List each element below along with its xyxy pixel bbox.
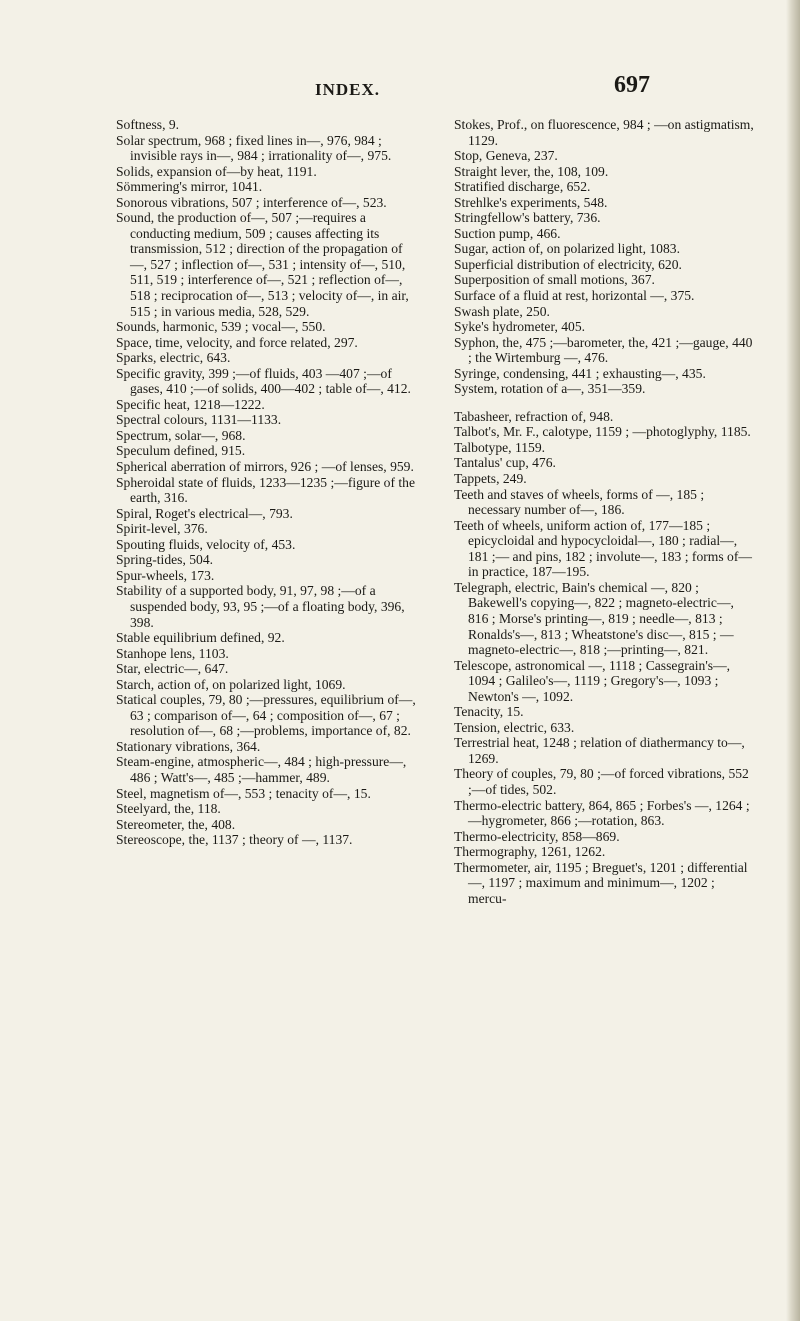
index-entry: Solar spectrum, 968 ; fixed lines in—, 976, 984 ; invisible rays in—, 984 ; irrationality of—, 975. bbox=[116, 132, 392, 164]
index-entry: Sparks, electric, 643. bbox=[116, 350, 231, 366]
index-entry: Stringfellow's battery, 736. bbox=[454, 210, 601, 226]
index-entry: Spectrum, solar—, 968. bbox=[116, 427, 246, 443]
index-entry: Steam-engine, atmospheric—, 484 ; high-pressure—, 486 ; Watt's—, 485 ;—hammer, 489. bbox=[116, 754, 407, 785]
index-entry: Thermo-electric battery, 864, 865 ; Forbes's —, 1264 ; —hygrometer, 866 ;—rotation, 863. bbox=[454, 797, 750, 829]
index-entry: Statical couples, 79, 80 ;—pressures, equilibrium of—, 63 ; comparison of—, 64 ; composition of—, 67 ; resolution of—, 68 ;—problems, importance of, 82. bbox=[116, 692, 416, 739]
index-entry: Steel, magnetism of—, 553 ; tenacity of—, 15. bbox=[116, 785, 371, 801]
index-entry: Thermography, 1261, 1262. bbox=[454, 844, 606, 860]
index-entry: Solids, expansion of—by heat, 1191. bbox=[116, 163, 317, 179]
index-entry: Telegraph, electric, Bain's chemical —, 820 ; Bakewell's copying—, 822 ; magneto-electric—, 816 ; Morse's printing—, 819 ; needle—, 813 ; Ronalds's—, 813 ; Wheatstone's disc—, 815 ; —magneto-electric—, 818 ;—printing—, 821. bbox=[454, 579, 734, 658]
section-gap bbox=[454, 397, 754, 409]
index-entry: Starch, action of, on polarized light, 1069. bbox=[116, 676, 346, 692]
index-entry: Stanhope lens, 1103. bbox=[116, 645, 229, 661]
index-entry: Space, time, velocity, and force related, 297. bbox=[116, 334, 358, 350]
index-entry: Telescope, astronomical —, 1118 ; Cassegrain's—, 1094 ; Galileo's—, 1119 ; Gregory's—, 1093 ; Newton's —, 1092. bbox=[454, 657, 731, 704]
index-entry: Superficial distribution of electricity, 620. bbox=[454, 256, 682, 272]
index-entry: Sömmering's mirror, 1041. bbox=[116, 179, 263, 195]
index-entry: Sugar, action of, on polarized light, 1083. bbox=[454, 241, 680, 257]
index-entry: Syringe, condensing, 441 ; exhausting—, 435. bbox=[454, 365, 706, 381]
index-entry: Surface of a fluid at rest, horizontal —, 375. bbox=[454, 288, 695, 304]
page-number: 697 bbox=[614, 72, 650, 98]
index-entry: Stereoscope, the, 1137 ; theory of —, 1137. bbox=[116, 832, 353, 848]
index-entry: Spherical aberration of mirrors, 926 ; —of lenses, 959. bbox=[116, 459, 414, 475]
index-entry: Stereometer, the, 408. bbox=[116, 816, 236, 832]
index-entry: Stratified discharge, 652. bbox=[454, 179, 591, 195]
index-entry: Sound, the production of—, 507 ;—requires a conducting medium, 509 ; causes affecting its transmission, 512 ; direction of the propagation of—, 527 ; inflection of—, 531 ; intensity of—, 510, 511, 519 ; interference of—, 521 ; reflection of—, 518 ; reciprocation of—, 513 ; velocity of—, in air, 515 ; in various media, 528, 529. bbox=[116, 210, 409, 319]
page-header bbox=[70, 72, 650, 112]
index-entry: Talbotype, 1159. bbox=[454, 439, 546, 455]
index-entry: Tabasheer, refraction of, 948. bbox=[454, 408, 614, 424]
index-entry: Stokes, Prof., on fluorescence, 984 ; —on astigmatism, 1129. bbox=[454, 117, 754, 148]
index-entry: Spirit-level, 376. bbox=[116, 521, 208, 537]
index-entry: Tantalus' cup, 476. bbox=[454, 455, 556, 471]
index-entry: Swash plate, 250. bbox=[454, 303, 550, 319]
index-entry: Spouting fluids, velocity of, 453. bbox=[116, 536, 296, 552]
index-entry: Tenacity, 15. bbox=[454, 704, 524, 720]
index-entry: Sounds, harmonic, 539 ; vocal—, 550. bbox=[116, 319, 326, 335]
index-entry: Suction pump, 466. bbox=[454, 225, 561, 241]
index-entry: System, rotation of a—, 351—359. bbox=[454, 381, 646, 397]
index-column-right bbox=[454, 117, 754, 906]
index-entry: Spectral colours, 1131—1133. bbox=[116, 412, 282, 428]
index-column-left bbox=[116, 117, 416, 848]
index-entry: Stop, Geneva, 237. bbox=[454, 148, 558, 164]
running-head: INDEX. bbox=[315, 80, 381, 99]
index-entry: Speculum defined, 915. bbox=[116, 443, 246, 459]
index-entry: Thermometer, air, 1195 ; Breguet's, 1201 ; differential—, 1197 ; maximum and minimum—, 1202 ; mercu- bbox=[454, 859, 748, 906]
page-edge-shadow bbox=[786, 0, 800, 1321]
index-entry: Stable equilibrium defined, 92. bbox=[116, 630, 285, 646]
index-entry: Specific heat, 1218—1222. bbox=[116, 396, 265, 412]
index-entry: Spheroidal state of fluids, 1233—1235 ;—figure of the earth, 316. bbox=[116, 474, 416, 506]
index-entry: Syke's hydrometer, 405. bbox=[454, 319, 586, 335]
index-entry: Straight lever, the, 108, 109. bbox=[454, 163, 609, 179]
index-entry: Superposition of small motions, 367. bbox=[454, 272, 655, 288]
index-entry: Strehlke's experiments, 548. bbox=[454, 194, 608, 210]
index-entry: Tappets, 249. bbox=[454, 471, 527, 487]
index-entry: Steelyard, the, 118. bbox=[116, 801, 221, 817]
index-entry: Softness, 9. bbox=[116, 117, 180, 132]
index-entry: Terrestrial heat, 1248 ; relation of diathermancy to—, 1269. bbox=[454, 735, 745, 766]
index-entry: Teeth of wheels, uniform action of, 177—185 ; epicycloidal and hypocycloidal—, 180 ; radial—, 181 ;— and pins, 182 ; involute—, 183 ; forms of—in practice, 187—195. bbox=[454, 517, 752, 580]
index-entry: Spiral, Roget's electrical—, 793. bbox=[116, 505, 293, 521]
index-entry: Thermo-electricity, 858—869. bbox=[454, 828, 620, 844]
index-entry: Theory of couples, 79, 80 ;—of forced vibrations, 552 ;—of tides, 502. bbox=[454, 766, 749, 797]
index-entry: Spring-tides, 504. bbox=[116, 552, 214, 568]
index-entry: Teeth and staves of wheels, forms of —, 185 ; necessary number of—, 186. bbox=[454, 486, 705, 518]
index-entry: Star, electric—, 647. bbox=[116, 661, 229, 677]
index-entry: Sonorous vibrations, 507 ; interference of—, 523. bbox=[116, 194, 387, 210]
index-entry: Stability of a supported body, 91, 97, 98 ;—of a suspended body, 93, 95 ;—of a floating body, 396, 398. bbox=[116, 583, 405, 630]
index-entry: Tension, electric, 633. bbox=[454, 719, 575, 735]
index-entry: Stationary vibrations, 364. bbox=[116, 738, 261, 754]
index-entry: Syphon, the, 475 ;—barometer, the, 421 ;—gauge, 440 ; the Wirtemburg —, 476. bbox=[454, 334, 753, 366]
index-entry: Specific gravity, 399 ;—of fluids, 403 —407 ;—of gases, 410 ;—of solids, 400—402 ; table of—, 412. bbox=[116, 365, 411, 397]
index-entry: Talbot's, Mr. F., calotype, 1159 ; —photoglyphy, 1185. bbox=[454, 424, 751, 440]
index-entry: Spur-wheels, 173. bbox=[116, 567, 215, 583]
